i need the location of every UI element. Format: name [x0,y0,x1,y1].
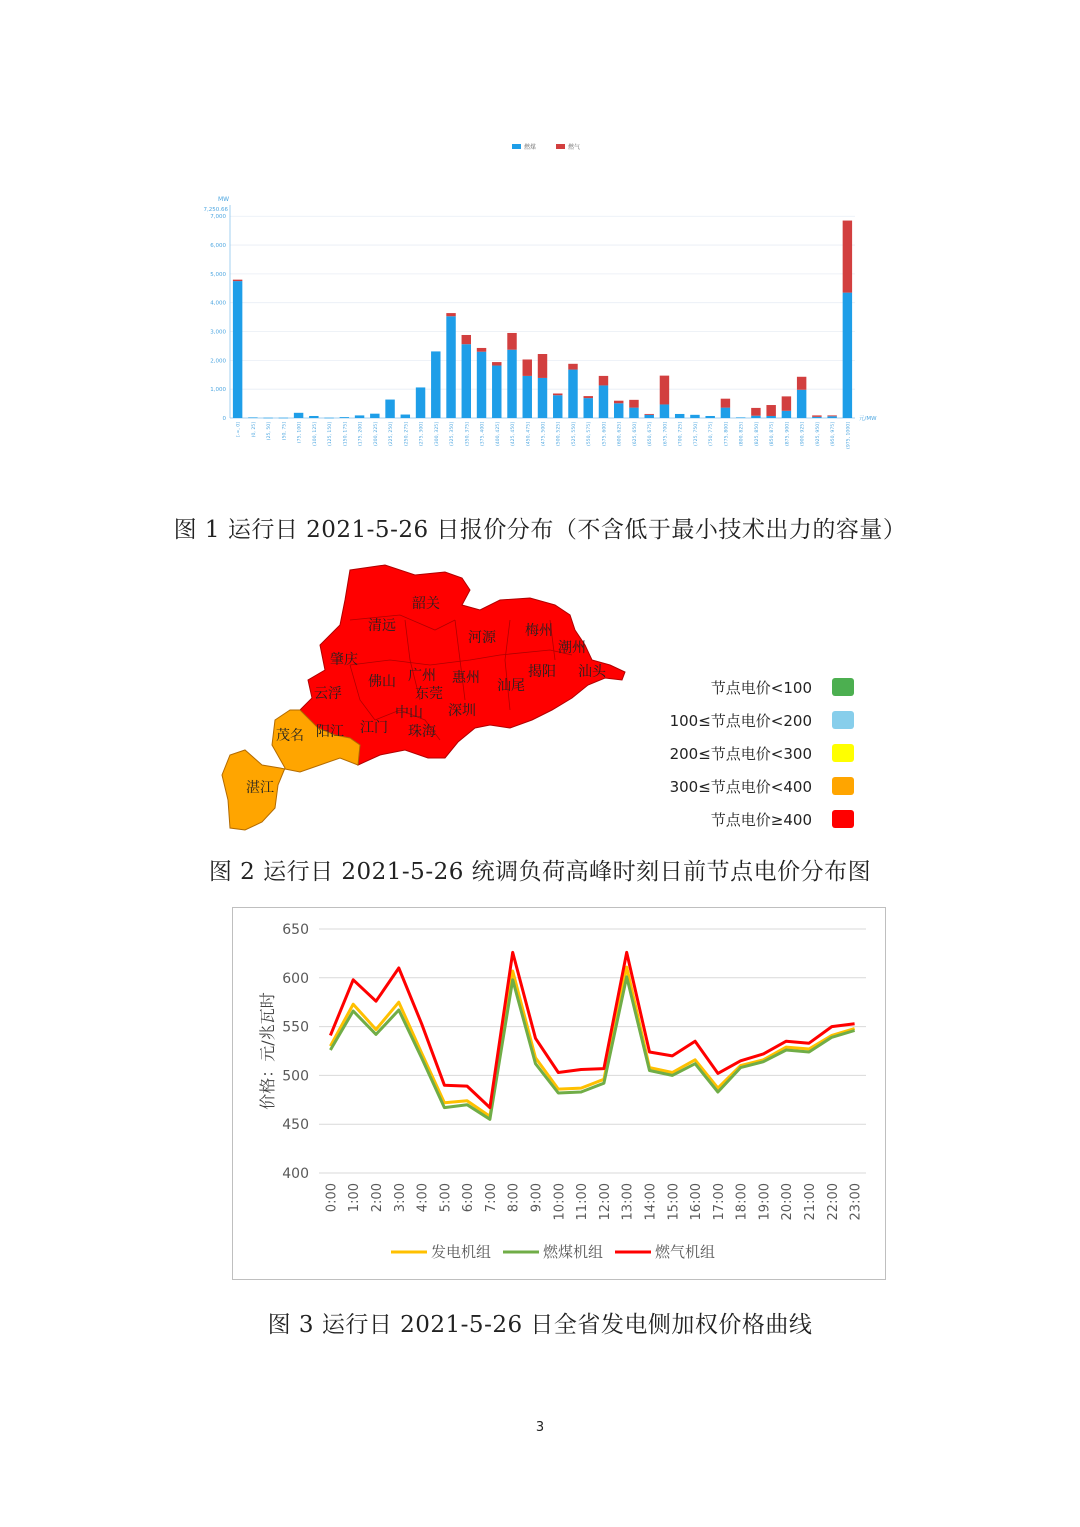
legend-label: 燃煤机组 [543,1243,604,1261]
legend-item [630,808,860,832]
map-label-region: 广州 [408,668,436,684]
bar-segment [644,414,653,415]
bar-segment [766,416,775,418]
map-label-region: 梅州 [525,623,553,639]
price-distribution-bar-chart [190,135,890,465]
x-tick-label: 12:00 [597,1183,613,1221]
x-tick-label: (275, 300] [419,422,425,447]
x-tick-label: (725, 750] [693,422,699,447]
legend-label: 发电机组 [431,1243,492,1261]
x-tick-label: (950, 975] [831,422,837,447]
legend-label: 100≤节点电价<200 [669,712,812,730]
bar-segment [233,281,242,418]
bar-segment [843,293,852,418]
x-tick-label: (75, 100] [297,422,303,444]
legend-label: 燃煤 [524,144,537,151]
legend-label: 节点电价≥400 [710,811,812,829]
page-number: 3 [535,1420,545,1435]
x-tick-label: (175, 200] [358,422,364,447]
bar-segment [660,404,669,418]
x-tick-label: 13:00 [620,1183,636,1221]
bar-segment [523,376,532,418]
bar-segment [797,377,806,390]
x-tick-label: [-∞, 0] [236,422,242,437]
x-tick-label: (400, 425] [495,422,501,447]
x-tick-label: 0:00 [324,1183,340,1213]
y-axis-label: 价格：元/兆瓦时 [258,992,277,1110]
legend-label: 200≤节点电价<300 [669,745,812,763]
bar-segment [431,351,440,418]
bar-segment [538,378,547,418]
x-tick-label: (575, 600] [602,422,608,447]
x-tick-label: 3:00 [392,1183,408,1213]
x-tick-label: 7:00 [483,1183,499,1213]
x-tick-label: (50, 75] [282,422,288,441]
x-tick-label: (875, 900] [785,422,791,447]
legend-swatch [832,777,854,795]
y-tick-label: 2,000 [210,358,226,365]
x-tick-label: (125, 150] [328,422,334,447]
y-tick-label: 600 [282,970,309,987]
map-label-region: 韶关 [412,596,440,612]
map-label-region: 汕头 [578,664,606,680]
x-tick-label: (0, 25] [251,422,257,438]
bar-segment [782,396,791,410]
map-label-region: 肇庆 [330,652,358,668]
x-tick-label: 21:00 [803,1183,819,1221]
bar-segment [263,418,272,419]
y-max-label: 7,250.66 [203,207,228,213]
bar-segment [401,415,410,418]
map-label-region: 汕尾 [497,678,525,694]
bar-segment [721,408,730,418]
y-tick-label: 650 [282,922,309,938]
map-label-region: 佛山 [368,674,396,690]
x-tick-label: (475, 500] [541,422,547,447]
bar-segment [553,395,562,418]
bar-segment [751,408,760,416]
bar-segment [492,366,501,418]
x-tick-label: 9:00 [529,1183,545,1213]
x-tick-label: 17:00 [711,1183,727,1221]
bar-segment [446,313,455,316]
y-tick-label: 3,000 [210,329,226,336]
map-label-region: 茂名 [276,728,304,744]
x-tick-label: (775, 800] [724,422,730,447]
x-tick-label: 6:00 [461,1183,477,1213]
x-unit-label: 元/MW [859,416,877,422]
bar-segment [568,370,577,418]
x-tick-label: (325, 350] [450,422,456,447]
x-tick-label: (975, 1000] [846,422,852,449]
bar-segment [614,403,623,418]
bar-segment [644,415,653,418]
map-label-region: 东莞 [415,686,443,702]
x-tick-label: (450, 475] [526,422,532,447]
bar-segment [812,415,821,416]
legend-swatch [832,711,854,729]
bar-segment [492,362,501,365]
legend-swatch [832,744,854,762]
legend-item [630,709,860,733]
map-label-region: 河源 [468,630,496,646]
bar-segment [538,354,547,378]
legend-label: 300≤节点电价<400 [669,778,812,796]
x-tick-label: (525, 550] [571,422,577,447]
bar-segment [766,405,775,416]
y-unit-label: MW [218,196,230,203]
x-tick-label: 4:00 [415,1183,431,1213]
x-tick-label: (25, 50] [267,422,273,441]
x-tick-label: 5:00 [438,1183,454,1213]
bar-segment [416,387,425,418]
x-tick-label: (800, 825] [739,422,745,447]
x-tick-label: 10:00 [552,1183,568,1221]
bar-segment [385,400,394,418]
bar-segment [477,352,486,418]
x-tick-label: (625, 650] [632,422,638,447]
map-label-region: 深圳 [448,703,476,719]
x-tick-label: 15:00 [666,1183,682,1221]
bar-segment [629,400,638,408]
x-tick-label: (425, 450] [511,422,517,447]
legend-label: 燃气 [568,144,581,151]
x-tick-label: (250, 275] [404,422,410,447]
x-tick-label: (500, 525] [556,422,562,447]
figure-3-caption: 图 3 运行日 2021-5-26 日全省发电侧加权价格曲线 [267,1312,813,1338]
x-tick-label: 8:00 [506,1183,522,1213]
legend-item [630,742,860,766]
bar-segment [599,385,608,418]
bar-segment [446,316,455,418]
map-label-region: 阳江 [316,724,344,740]
x-tick-label: 11:00 [575,1183,591,1221]
bar-segment [629,408,638,418]
legend-swatch [556,144,565,149]
x-tick-label: (150, 175] [343,422,349,447]
x-tick-label: 20:00 [780,1183,796,1221]
x-tick-label: (550, 575] [587,422,593,447]
bar-segment [812,417,821,418]
y-tick-label: 550 [282,1019,309,1036]
x-tick-label: 2:00 [369,1183,385,1213]
line-legend [391,1243,715,1261]
bar-segment [355,415,364,418]
bar-segment [294,413,303,418]
bar-segment [507,333,516,350]
x-tick-label: (100, 125] [312,422,318,447]
bar-segment [751,416,760,418]
bar-segment [660,376,669,405]
x-tick-label: (925, 950] [815,422,821,447]
bar-segment [309,416,318,418]
y-tick-label: 5,000 [210,271,226,278]
bar-legend [512,143,580,151]
figure-2-caption: 图 2 运行日 2021-5-26 统调负荷高峰时刻日前节点电价分布图 [208,859,872,885]
x-tick-label: 22:00 [825,1183,841,1221]
bar-segment [705,416,714,418]
x-tick-label: (375, 400] [480,422,486,447]
x-tick-label: (750, 775] [709,422,715,447]
bar-segment [797,390,806,418]
map-label-region: 中山 [395,705,423,721]
bar-segment [324,418,333,419]
map-label-region: 揭阳 [528,664,556,680]
bar-segment [370,414,379,418]
bar-segment [827,416,836,418]
x-tick-label: (300, 325] [434,422,440,447]
bar-segment [675,414,684,418]
figure-1-caption: 图 1 运行日 2021-5-26 日报价分布（不含低于最小技术出力的容量） [173,517,907,543]
bar-segment [736,417,745,418]
bar-segment [462,335,471,344]
x-tick-label: (700, 725] [678,422,684,447]
bar-segment [782,411,791,418]
x-tick-label: 23:00 [848,1183,864,1221]
y-tick-label: 500 [282,1068,309,1085]
legend-label: 节点电价<100 [710,679,812,697]
y-tick-label: 7,000 [210,214,226,221]
bar-segment [248,417,257,418]
chart-frame [232,907,886,1280]
y-tick-label: 450 [282,1117,309,1134]
bar-segment [721,399,730,408]
y-tick-label: 6,000 [210,243,226,250]
bar-segment [568,364,577,370]
bar-segment [233,280,242,281]
legend-label: 燃气机组 [655,1243,716,1261]
x-tick-label: (850, 875] [770,422,776,447]
map-label-region: 云浮 [314,686,342,702]
x-tick-label: (675, 700] [663,422,669,447]
x-tick-label: (200, 225] [373,422,379,447]
map-label-region: 清远 [368,618,396,634]
map-label-region: 潮州 [558,640,586,656]
bar-segment [599,376,608,386]
y-tick-label: 400 [282,1166,309,1182]
bar-segment [584,396,593,398]
map-label-region: 湛江 [246,780,274,796]
x-tick-label: (825, 850] [754,422,760,447]
bar-segment [843,221,852,293]
x-tick-label: (225, 250] [389,422,395,447]
x-tick-label: 19:00 [757,1183,773,1221]
legend-swatch [512,144,521,149]
x-tick-label: 1:00 [347,1183,363,1213]
x-tick-label: 16:00 [689,1183,705,1221]
legend-item [630,676,860,700]
legend-item [630,775,860,799]
bar-segment [690,415,699,418]
y-tick-label: 4,000 [210,300,226,307]
bar-segment [523,359,532,375]
legend-swatch [832,678,854,696]
bar-segment [584,398,593,418]
map-label-region: 珠海 [408,724,436,740]
x-tick-label: 18:00 [734,1183,750,1221]
y-tick-label: 1,000 [210,387,226,394]
bar-segment [553,393,562,395]
bar-segment [279,418,288,419]
map-label-region: 惠州 [452,670,480,686]
bar-segment [614,401,623,404]
bar-segment [462,344,471,418]
bar-segment [340,417,349,418]
legend-swatch [832,810,854,828]
bar-segment [477,348,486,352]
x-tick-label: (900, 925] [800,422,806,447]
bar-segment [507,350,516,418]
x-tick-label: 14:00 [643,1183,659,1221]
weighted-price-line-chart [233,908,885,1279]
map-label-region: 江门 [360,720,388,736]
x-tick-label: (650, 675] [648,422,654,447]
y-tick-label: 0 [222,416,226,422]
bar-segment [827,415,836,416]
x-tick-label: (350, 375] [465,422,471,447]
x-tick-label: (600, 625] [617,422,623,447]
